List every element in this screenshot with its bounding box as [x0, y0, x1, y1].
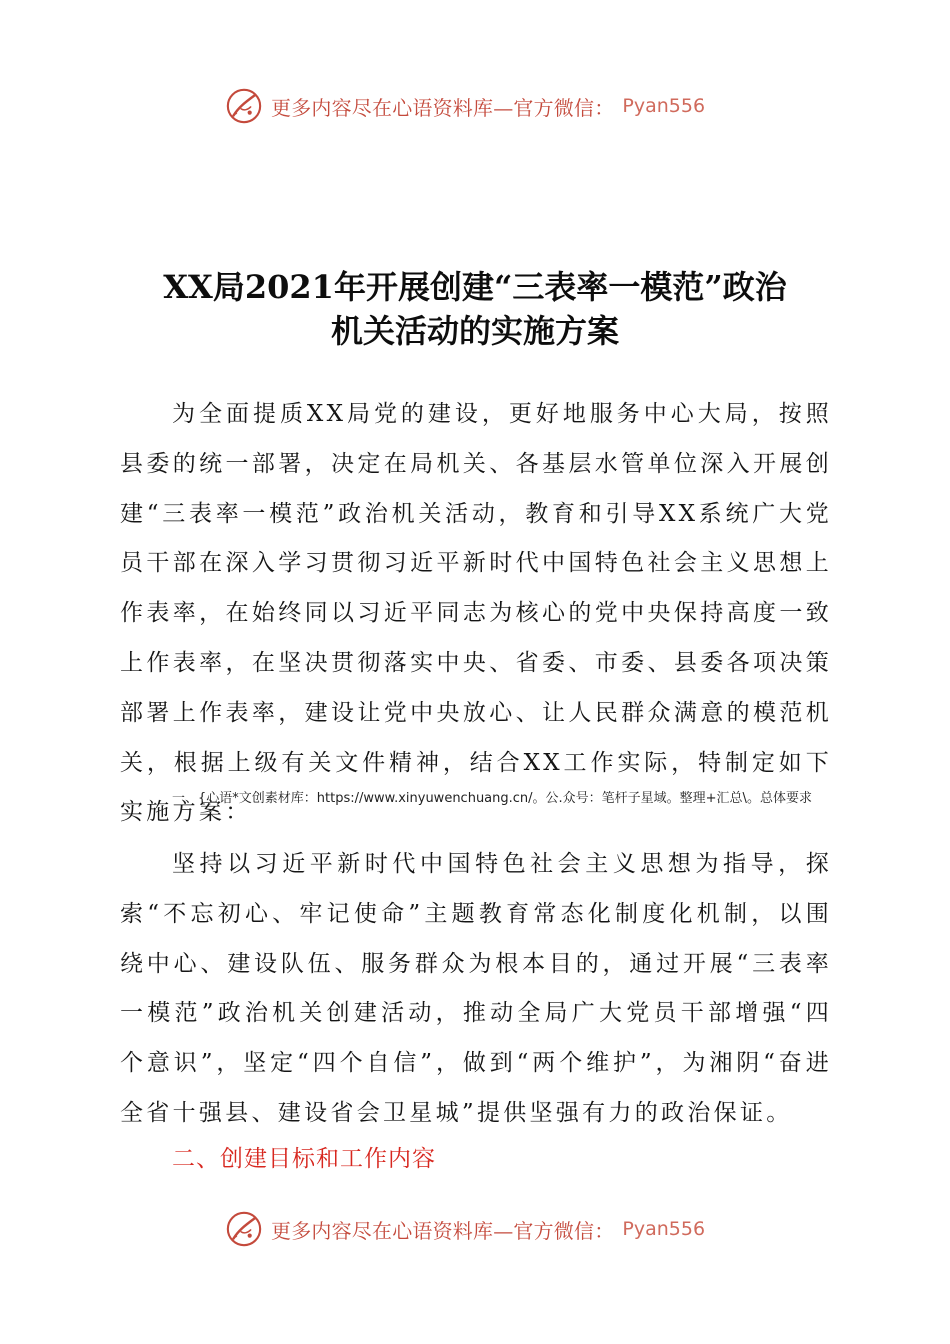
section-heading: 二、创建目标和工作内容	[172, 1146, 436, 1172]
pen-logo-icon	[225, 1210, 263, 1248]
source-note: 一、{心语*文创素材库：https://www.xinyuwenchuang.cn/。公.众号：笔杆子星域。整理+汇总\。总体要求	[172, 791, 812, 806]
watermark-wechat-id: Pyan556	[622, 95, 706, 117]
pen-logo-icon	[225, 87, 263, 125]
document-title	[100, 265, 850, 353]
watermark-text: 更多内容尽在心语资料库—官方微信：	[271, 1218, 615, 1243]
title-line-1: XX局2021年开展创建“三表率一模范”政治	[163, 268, 787, 306]
intro-paragraph: 为全面提质XX局党的建设，更好地服务中心大局，按照县委的统一部署，决定在局机关、各基层水管单位深入开展创建“三表率一模范”政治机关活动，教育和引导XX系统广大党员干部在深入学习贯彻习近平新时代中国特色社会主义思想上作表率，在始终同以习近平同志为核心的党中央保持高度一致上作表率，在坚决贯彻落实中央、省委、市委、县委各项决策部署上作表率，建设让党中央放心、让人民群众满意的模范机关，根据上级有关文件精神，结合XX工作实际，特制定如下实施方案：	[120, 401, 832, 826]
title-line-2: 机关活动的实施方案	[330, 312, 619, 350]
header-watermark	[225, 84, 745, 128]
watermark-wechat-id: Pyan556	[622, 1218, 706, 1240]
watermark-text: 更多内容尽在心语资料库—官方微信：	[271, 95, 615, 120]
footer-watermark	[225, 1207, 745, 1251]
guiding-paragraph: 坚持以习近平新时代中国特色社会主义思想为指导，探索“不忘初心、牢记使命”主题教育常态化制度化机制，以围绕中心、建设队伍、服务群众为根本目的，通过开展“三表率一模范”政治机关创建活动，推动全局广大党员干部增强“四个意识”，坚定“四个自信”，做到“两个维护”，为湘阴“奋进全省十强县、建设省会卫星城”提供坚强有力的政治保证。	[120, 851, 832, 1126]
